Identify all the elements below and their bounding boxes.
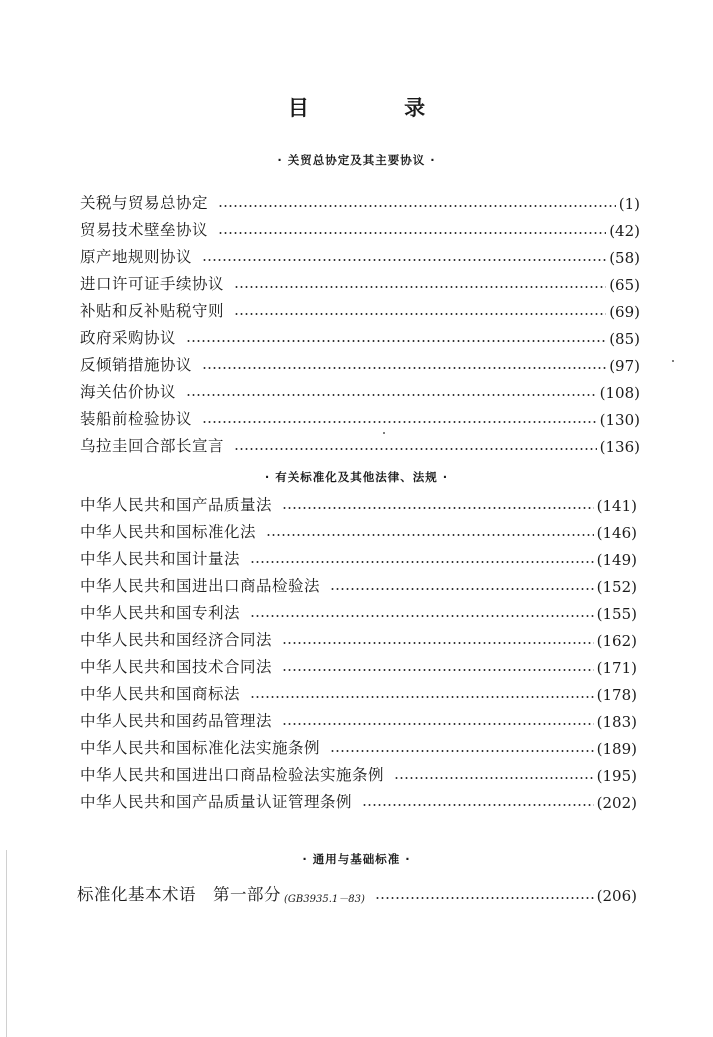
toc-entry[interactable] [80,707,637,731]
toc-entry[interactable] [80,518,637,542]
toc-entry[interactable] [80,572,637,596]
toc-entry-title: 中华人民共和国专利法 [80,604,241,622]
toc-entry-title: 中华人民共和国经济合同法 [80,631,273,649]
leader-dots [282,498,594,510]
scan-edge-line [6,850,7,1037]
toc-entry-page: (202) [596,794,637,812]
toc-entry[interactable] [80,351,640,375]
leader-dots [250,606,594,618]
leader-dots [250,552,594,564]
toc-entry-title: 反倾销措施协议 [80,356,193,374]
toc-entry-title: 中华人民共和国产品质量认证管理条例 [80,793,353,811]
toc-entry[interactable] [80,243,640,267]
toc-entry[interactable] [80,545,637,569]
leader-dots [330,579,594,591]
toc-entry[interactable] [80,324,640,348]
toc-entry-title: 补贴和反补贴税守则 [80,302,225,320]
leader-dots [282,714,594,726]
toc-entry-title: 海关估价协议 [80,383,177,401]
toc-entry-page: (155) [596,605,637,623]
toc-entry[interactable] [80,297,640,321]
toc-entry-title: 关税与贸易总协定 [80,194,209,212]
toc-entry[interactable] [80,491,637,515]
toc-entry[interactable] [80,216,640,240]
leader-dots [218,223,606,235]
leader-dots [282,633,594,645]
section-heading-laws: · 有关标准化及其他法律、法规 · [264,470,449,484]
toc-entry[interactable] [80,680,637,704]
page-title: 目 录 [287,96,470,120]
toc-entry-page: (136) [599,438,640,456]
leader-dots [282,660,594,672]
toc-entry-page: (152) [596,578,637,596]
toc-entry-page: (97) [609,357,640,375]
toc-entry[interactable] [80,761,637,785]
leader-dots [266,525,594,537]
leader-dots [202,358,606,370]
leader-dots [375,888,594,900]
toc-entry-title: 装船前检验协议 [80,410,193,428]
toc-entry-title: 标准化基本术语 第一部分 [77,885,281,904]
toc-entry[interactable] [80,189,640,213]
toc-entry-title: 中华人民共和国标准化法实施条例 [80,739,321,757]
toc-entry-page: (189) [596,740,637,758]
standard-code: (GB3935.1－83) [284,894,365,905]
toc-entry[interactable] [77,881,637,905]
toc-entry[interactable] [80,432,640,456]
toc-entry-page: (58) [609,249,640,267]
toc-entry-title: 中华人民共和国进出口商品检验法实施条例 [80,766,385,784]
toc-entry-title: 中华人民共和国计量法 [80,550,241,568]
leader-dots [234,439,597,451]
toc-entry[interactable] [80,599,637,623]
leader-dots [234,304,606,316]
toc-entry[interactable] [80,788,637,812]
section-heading-gatt: · 关贸总协定及其主要协议 · [277,153,436,167]
leader-dots [186,331,606,343]
toc-entry[interactable] [80,734,637,758]
toc-entry-title: 原产地规则协议 [80,248,193,266]
toc-entry-title: 中华人民共和国药品管理法 [80,712,273,730]
scan-speck [672,360,674,362]
toc-entry-title: 进口许可证手续协议 [80,275,225,293]
leader-dots [202,250,606,262]
toc-entry-title: 中华人民共和国进出口商品检验法 [80,577,321,595]
toc-entry-page: (146) [596,524,637,542]
toc-entry-page: (183) [596,713,637,731]
leader-dots [362,795,594,807]
toc-entry[interactable] [80,626,637,650]
toc-entry-title: 中华人民共和国技术合同法 [80,658,273,676]
section-heading-standards: · 通用与基础标准 · [302,852,411,866]
toc-entry-page: (108) [599,384,640,402]
leader-dots [202,412,597,424]
toc-entry-page: (178) [596,686,637,704]
toc-entry-page: (141) [596,497,637,515]
toc-entry-title: 乌拉圭回合部长宣言 [80,437,225,455]
toc-entry-page: (195) [596,767,637,785]
leader-dots [186,385,597,397]
toc-entry-title: 贸易技术壁垒协议 [80,221,209,239]
leader-dots [218,196,616,208]
toc-entry[interactable] [80,378,640,402]
toc-entry-page: (1) [618,195,640,213]
toc-entry-page: (149) [596,551,637,569]
toc-entry-title: 中华人民共和国商标法 [80,685,241,703]
leader-dots [394,768,594,780]
toc-entry-page: (162) [596,632,637,650]
toc-entry-page: (69) [609,303,640,321]
toc-entry-title: 中华人民共和国产品质量法 [80,496,273,514]
toc-entry[interactable] [80,653,637,677]
toc-entry-title: 中华人民共和国标准化法 [80,523,257,541]
toc-entry-page: (42) [609,222,640,240]
toc-entry-page: (65) [609,276,640,294]
scan-speck [383,432,385,434]
leader-dots [330,741,594,753]
toc-entry-page: (206) [596,887,637,905]
toc-entry-title: 政府采购协议 [80,329,177,347]
toc-entry[interactable] [80,405,640,429]
toc-entry-page: (85) [609,330,640,348]
toc-entry-page: (171) [596,659,637,677]
toc-entry-page: (130) [599,411,640,429]
toc-entry[interactable] [80,270,640,294]
leader-dots [234,277,606,289]
leader-dots [250,687,594,699]
